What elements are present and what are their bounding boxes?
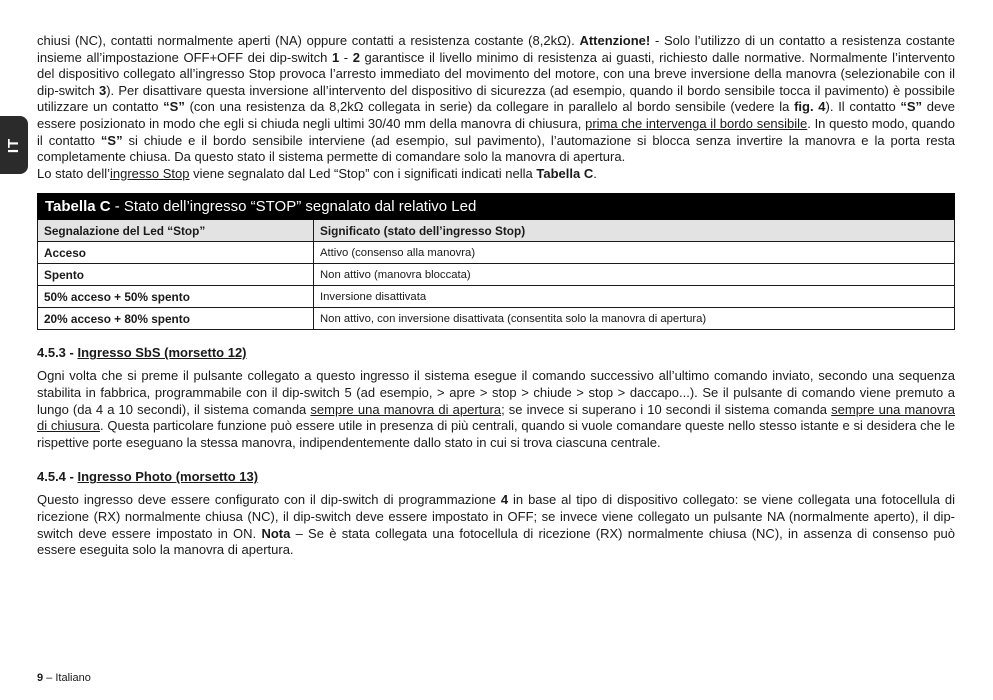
intro-paragraph-2: Lo stato dell’ingresso Stop viene segnalato dal Led “Stop” con i significati indicati nella Tabella C. bbox=[37, 165, 597, 181]
note-label: Nota bbox=[261, 525, 291, 541]
table-header-cell: Segnalazione del Led “Stop” bbox=[38, 220, 314, 242]
table-cell: 20% acceso + 80% spento bbox=[38, 308, 314, 330]
table-cell: Acceso bbox=[38, 242, 314, 264]
table-cell: Attivo (consenso alla manovra) bbox=[314, 242, 955, 264]
figure-reference: fig. 4 bbox=[794, 99, 826, 115]
table-cell: Inversione disattivata bbox=[314, 286, 955, 308]
table-header-row bbox=[38, 220, 955, 242]
table-header-cell: Significato (stato dell’ingresso Stop) bbox=[314, 220, 955, 242]
table-row bbox=[38, 242, 955, 264]
section-453-heading: 4.5.3 - Ingresso SbS (morsetto 12) bbox=[37, 345, 247, 361]
language-tab bbox=[0, 116, 28, 174]
table-c bbox=[37, 193, 955, 330]
section-454-heading: 4.5.4 - Ingresso Photo (morsetto 13) bbox=[37, 469, 259, 485]
table-row bbox=[38, 308, 955, 330]
table-caption: Tabella C - Stato dell’ingresso “STOP” segnalato dal relativo Led bbox=[38, 194, 955, 220]
page-number: 9 bbox=[37, 672, 44, 684]
table-cell: 50% acceso + 50% spento bbox=[38, 286, 314, 308]
page-content bbox=[37, 33, 955, 559]
language-tab-label: IT bbox=[5, 137, 23, 153]
table-cell: Spento bbox=[38, 264, 314, 286]
table-reference: Tabella C bbox=[536, 165, 594, 181]
page-footer: 9 – Italiano bbox=[37, 672, 91, 684]
table-cell: Non attivo (manovra bloccata) bbox=[314, 264, 955, 286]
section-454-paragraph: Questo ingresso deve essere configurato con il dip-switch di programmazione 4 in base al tipo di dispositivo collegato: se viene collegata una fotocellula di ricezione (RX) normalmente chiusa (NC), il dip-switch deve essere impostato in OFF; se invece viene collegato un pulsante NA (normalmente aperto), il dip-switch deve essere impostato in ON. Nota – Se è stata collegata una fotocellula di ricezione (RX) normalmente chiusa (NC), in assenza di consenso può essere eseguita solo la manovra di apertura. bbox=[37, 492, 956, 558]
table-cell: Non attivo, con inversione disattivata (consentita solo la manovra di apertura) bbox=[314, 308, 955, 330]
table-row bbox=[38, 286, 955, 308]
table-row bbox=[38, 264, 955, 286]
section-453-paragraph: Ogni volta che si preme il pulsante collegato a questo ingresso il sistema esegue il comando successivo all’ultimo comando inviato, secondo una sequenza stabilita in fabbrica, programmabile con il dip-switch 5 (ad esempio, > apre > stop > chiude > stop > daccapo...). Se il pulsante di comando viene premuto a lungo (da 4 a 10 secondi), il sistema comanda sempre una manovra di apertura; se invece si superano i 10 secondi il sistema comanda sempre una manovra di chiusura. Questa particolare funzione può essere utile in presenza di più centrali, quando si vuole comandare queste nello stesso istante e si desidera che le rispettive porte eseguano la stessa manovra, indipendentemente dallo stato in cui si trova ciascuna centrale. bbox=[37, 368, 956, 450]
attention-label: Attenzione! bbox=[579, 33, 651, 48]
intro-paragraph: chiusi (NC), contatti normalmente aperti (NA) oppure contatti a resistenza costante (8,2kΩ). Attenzione! - Solo l’utilizzo di un contatto a resistenza costante insieme all’impostazione OFF+OFF dei dip-switch 1 - 2 garantisce il livello minimo di resistenza ai guasti, richiesto dalle normative. Normalmente l’intervento del dispositivo collegato all’ingresso Stop provoca l’arresto immediato del movimento del motore, con una breve inversione della manovra (selezionabile con il dip-switch 3). Per disattivare questa inversione all’intervento del dispositivo di sicurezza (ad esempio, quando il bordo sensibile tocca il pavimento) è possibile utilizzare un contatto “S” (con una resistenza da 8,2kΩ collegata in serie) da collegare in parallelo al bordo sensibile (vedere la fig. 4). Il contatto “S” deve essere posizionato in modo che egli si chiuda negli ultimi 30/40 mm della manovra di chiusura, prima che intervenga il bordo sensibile. In questo modo, quando il contatto “S” si chiude e il bordo sensibile interviene (ad esempio, sul pavimento), l’automazione si blocca senza invertire la manovra e la porta resta completamente chiusa. Da questo stato il sistema permette di comandare solo la manovra di apertura. bbox=[37, 33, 956, 165]
